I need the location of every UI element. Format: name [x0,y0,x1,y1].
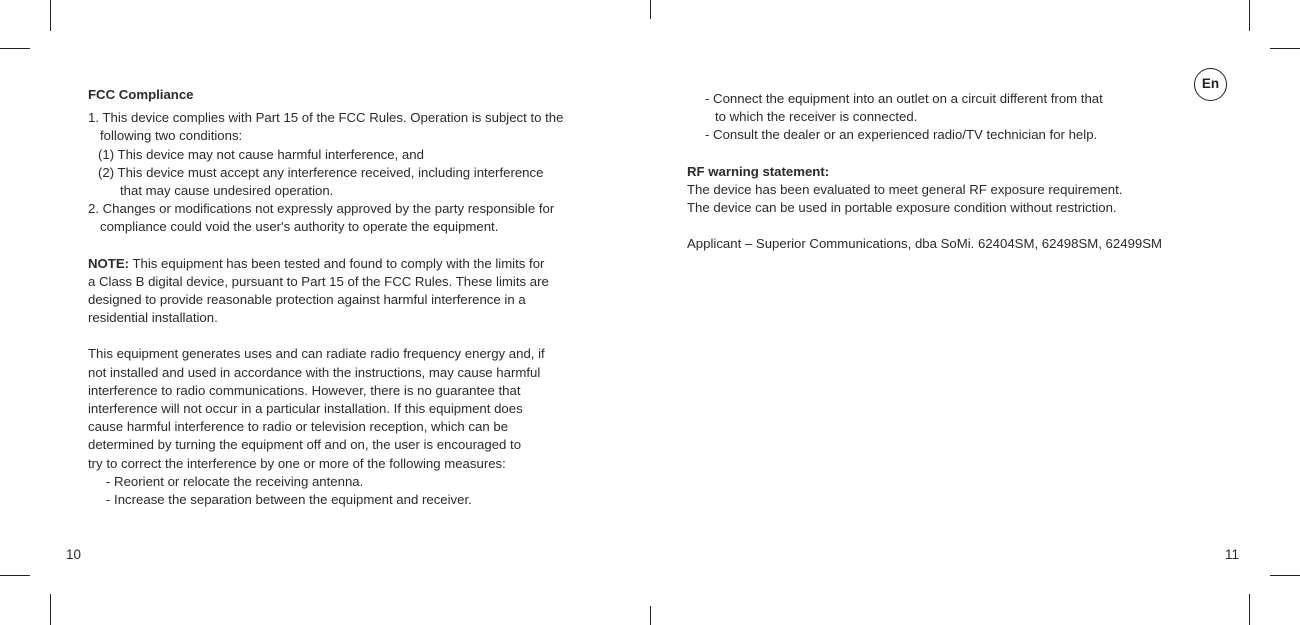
note-paragraph [88,255,563,328]
condition-item: (1) This device may not cause harmful interference, and [98,146,424,162]
measure-item: - Consult the dealer or an experienced radio/TV technician for help. [705,127,1098,143]
list-item-continuation: compliance could void the user's authority to operate the equipment. [100,219,499,235]
list-item: 2. Changes or modifications not expressly approved by the party responsible for [88,201,555,217]
language-badge: En [1194,68,1227,101]
crop-mark [1270,48,1300,49]
left-page [88,86,563,509]
note-text: a Class B digital device, pursuant to Part 15 of the FCC Rules. These limits are [88,273,549,289]
applicant-line: Applicant – Superior Communications, dba SoMi. 62404SM, 62498SM, 62499SM [687,236,1163,252]
crop-mark [650,606,651,625]
rf-warning-text: The device has been evaluated to meet general RF exposure requirement. [687,181,1123,197]
paragraph-line: This equipment generates uses and can radiate radio frequency energy and, if [88,346,545,362]
crop-mark [650,0,651,19]
measure-item: - Reorient or relocate the receiving antenna. [106,473,364,489]
note-text: designed to provide reasonable protection against harmful interference in a [88,292,526,308]
paragraph-line: cause harmful interference to radio or television reception, which can be [88,419,509,435]
crop-mark [50,0,51,31]
page-number-left: 10 [66,547,82,562]
note-text: This equipment has been tested and found to comply with the limits for [129,255,545,271]
list-item-continuation: following two conditions: [100,128,243,144]
measure-item: - Increase the separation between the equipment and receiver. [106,492,472,508]
note-label: NOTE: [88,255,130,271]
condition-item: (2) This device must accept any interference received, including interference [98,164,544,180]
rf-warning-text: The device can be used in portable exposure condition without restriction. [687,200,1117,216]
crop-mark [1270,575,1300,576]
crop-mark [0,48,30,49]
paragraph-line: determined by turning the equipment off and on, the user is encouraged to [88,437,522,453]
page-number-right: 11 [1225,547,1240,562]
paragraph-line: interference will not occur in a particular installation. If this equipment does [88,401,523,417]
crop-mark [1249,594,1250,625]
list-item: 1. This device complies with Part 15 of the FCC Rules. Operation is subject to the [88,110,564,126]
note-text: residential installation. [88,310,218,326]
crop-mark [1249,0,1250,31]
rf-warning-title: RF warning statement: [687,163,830,179]
measure-item-continuation: to which the receiver is connected. [715,109,918,125]
paragraph-line: try to correct the interference by one or more of the following measures: [88,455,506,471]
paragraph-line: not installed and used in accordance with the instructions, may cause harmful [88,364,541,380]
paragraph-line: interference to radio communications. However, there is no guarantee that [88,382,521,398]
condition-item-continuation: that may cause undesired operation. [120,183,334,199]
section-title: FCC Compliance [88,87,194,102]
right-page [687,90,1162,253]
crop-mark [50,594,51,625]
body-paragraph [88,345,563,509]
measure-item: - Connect the equipment into an outlet on a circuit different from that [705,91,1103,106]
crop-mark [0,575,30,576]
